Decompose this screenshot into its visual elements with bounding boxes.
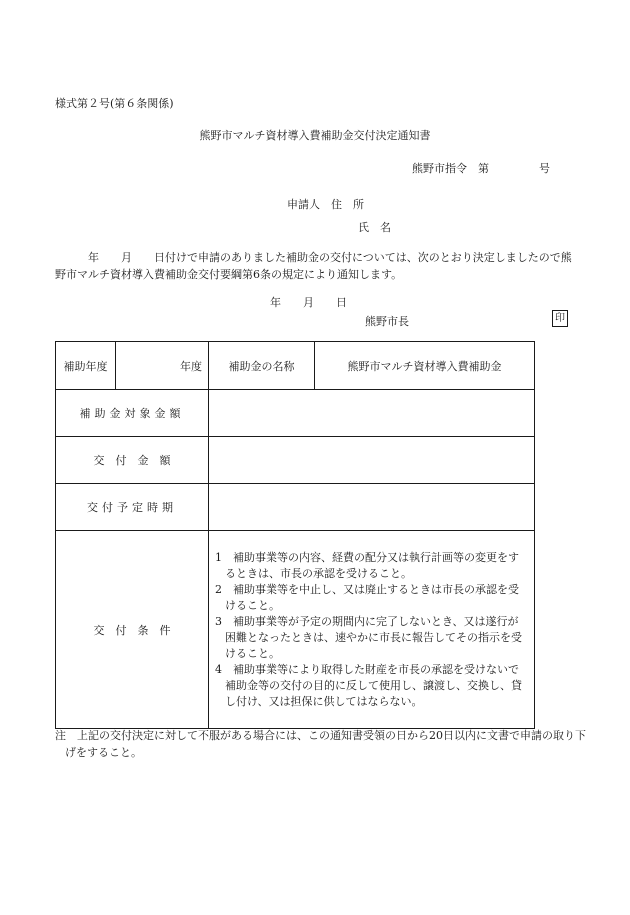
table-row xyxy=(56,342,535,390)
issuer-reference-label: 熊野市指令 第 xyxy=(412,162,489,175)
mayor-signature: 熊野市長 xyxy=(365,315,409,328)
issuer-reference xyxy=(412,160,550,176)
grant-amount-label: 交 付 金 額 xyxy=(56,437,209,484)
grant-name-label: 補助金の名称 xyxy=(209,342,315,390)
condition-item: 4 補助事業等により取得した財産を市長の承認を受けないで補助金等の交付の目的に反して使用し、譲渡し、交換し、貸し付け、又は担保に供してはならない。 xyxy=(215,662,522,708)
footnote: 注 上記の交付決定に対して不服がある場合には、この通知書受領の日から20日以内に文書で申請の取り下げをすること。 xyxy=(55,729,586,759)
issuer-reference-suffix: 号 xyxy=(539,162,550,175)
table-row xyxy=(56,390,535,437)
grant-decision-table xyxy=(55,341,535,729)
condition-item: 2 補助事業等を中止し、又は廃止するときは市長の承認を受けること。 xyxy=(215,582,519,612)
conditions-label: 交 付 条 件 xyxy=(56,531,209,729)
fiscal-year-label: 補助年度 xyxy=(56,342,116,390)
target-amount-label: 補助金対象金額 xyxy=(56,390,209,437)
grant-amount-value xyxy=(209,437,535,484)
grant-name-value: 熊野市マルチ資材導入費補助金 xyxy=(315,342,535,390)
notification-body: 年 月 日付けで申請のありました補助金の交付については、次のとおり決定しましたので熊野市マルチ資材導入費補助金交付要綱第6条の規定により通知します。 xyxy=(55,251,572,281)
table-row xyxy=(56,531,535,729)
condition-item: 3 補助事業等が予定の期間内に完了しないとき、又は遂行が困難となったときは、速やかに市長に報告してその指示を受けること。 xyxy=(215,614,522,660)
schedule-label: 交付予定時期 xyxy=(56,484,209,531)
applicant-address-label: 申請人 住 所 xyxy=(287,198,364,211)
applicant-name-label: 氏 名 xyxy=(358,221,391,234)
table-row xyxy=(56,484,535,531)
document-title: 熊野市マルチ資材導入費補助金交付決定通知書 xyxy=(199,129,431,142)
form-number: 様式第２号(第６条関係) xyxy=(55,97,174,110)
schedule-value xyxy=(209,484,535,531)
seal-stamp: 印 xyxy=(552,310,568,327)
conditions-list xyxy=(209,531,535,729)
target-amount-value xyxy=(209,390,535,437)
date-line: 年 月 日 xyxy=(270,296,347,309)
condition-item: 1 補助事業等の内容、経費の配分又は執行計画等の変更をするときは、市長の承認を受けること。 xyxy=(215,550,519,580)
table-row xyxy=(56,437,535,484)
fiscal-year-value: 年度 xyxy=(116,342,209,390)
